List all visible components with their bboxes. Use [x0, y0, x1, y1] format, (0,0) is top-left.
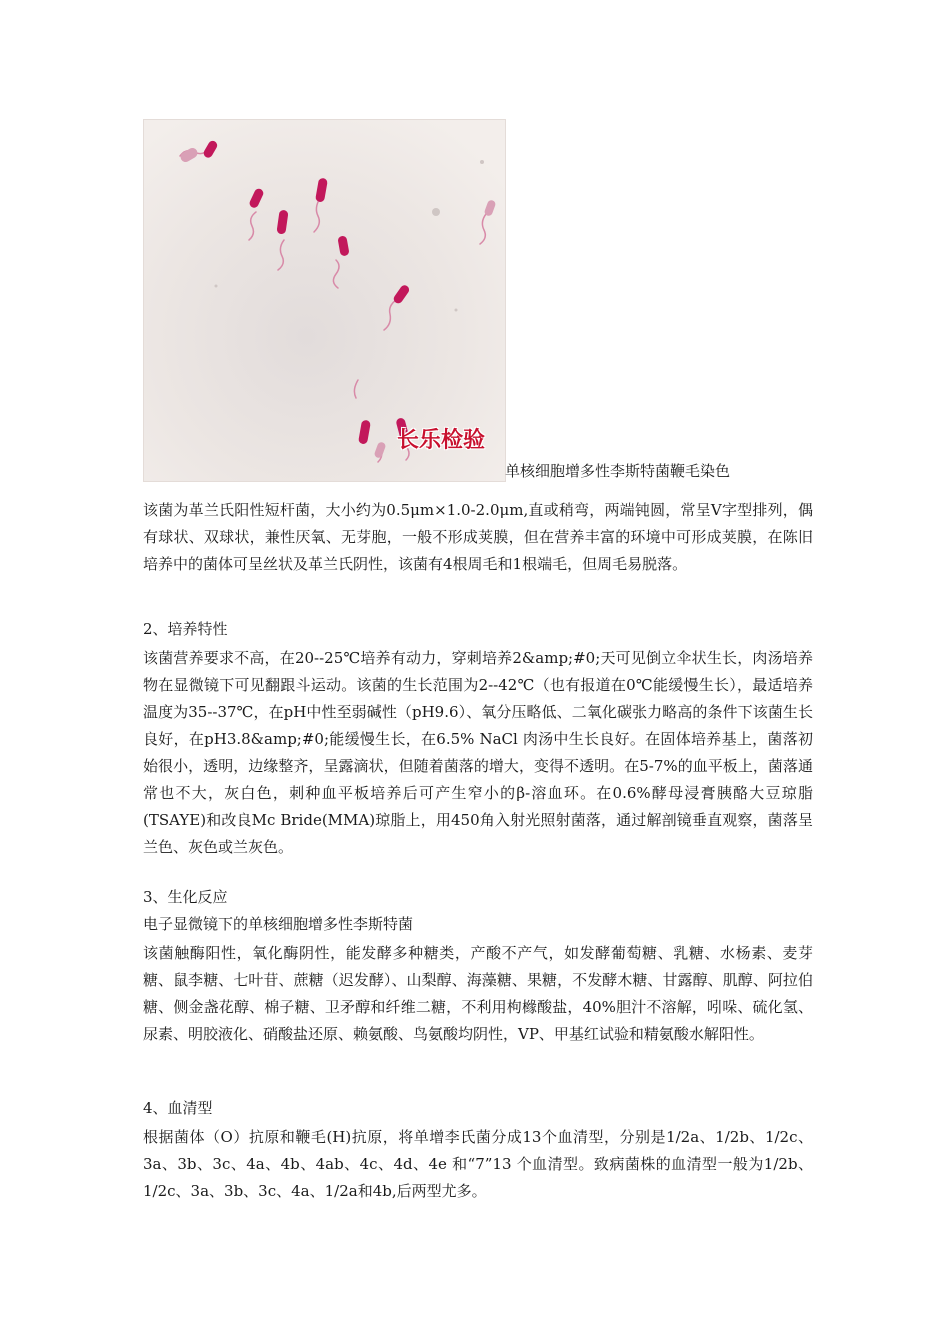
- figure-caption: 单核细胞增多性李斯特菌鞭毛染色: [505, 462, 731, 480]
- section-heading-culture: 2、培养特性: [143, 620, 228, 638]
- bacteria-flagella-stain-image: [143, 119, 506, 482]
- paragraph-biochemical: 该菌触酶阳性，氧化酶阴性，能发酵多种糖类，产酸不产气，如发酵葡萄糖、乳糖、水杨素、麦芽糖、鼠李糖、七叶苷、蔗糖（迟发酵）、山梨醇、海藻糖、果糖，不发酵木糖、甘露醇、肌醇、阿拉伯糖、侧金盏花醇、棉子糖、卫矛醇和纤维二糖，不利用枸橼酸盐，40%胆汁不溶解，吲哚、硫化氢、尿素、明胶液化、硝酸盐还原、赖氨酸、鸟氨酸均阴性，VP、甲基红试验和精氨酸水解阳性。: [143, 944, 813, 1043]
- watermark-text: 长乐检验: [397, 428, 486, 453]
- section-heading-serotype: 4、血清型: [143, 1099, 213, 1117]
- paragraph-morphology: 该菌为革兰氏阳性短杆菌，大小约为0.5μm×1.0-2.0μm,直或稍弯，两端钝圆，常呈V字型排列，偶有球状、双球状，兼性厌氧、无芽胞，一般不形成荚膜，但在营养丰富的环境中可形成荚膜，在陈旧培养中的菌体可呈丝状及革兰氏阴性，该菌有4根周毛和1根端毛，但周毛易脱落。: [143, 501, 813, 573]
- paragraph-serotype: 根据菌体（O）抗原和鞭毛(H)抗原，将单增李氏菌分成13个血清型，分别是1/2a、1/2b、1/2c、3a、3b、3c、4a、4b、4ab、4c、4d、4e 和“7”13 个血清型。致病菌株的血清型一般为1/2b、1/2c、3a、3b、3c、4a、1/2a和4b,后两型尤多。: [143, 1128, 813, 1200]
- paragraph-culture: 该菌营养要求不高，在20--25℃培养有动力，穿刺培养2&amp;#0;天可见倒立伞状生长，肉汤培养物在显微镜下可见翻跟斗运动。该菌的生长范围为2--42℃（也有报道在0℃能缓慢生长），最适培养温度为35--37℃，在pH中性至弱碱性（pH9.6）、氧分压略低、二氧化碳张力略高的条件下该菌生长良好，在pH3.8&amp;#0;能缓慢生长，在6.5% NaCl 肉汤中生长良好。在固体培养基上，菌落初始很小，透明，边缘整齐，呈露滴状，但随着菌落的增大，变得不透明。在5-7%的血平板上，菌落通常也不大，灰白色，刺种血平板培养后可产生窄小的β-溶血环。在0.6%酵母浸膏胰酪大豆琼脂(TSAYE)和改良Mc Bride(MMA)琼脂上，用450角入射光照射菌落，通过解剖镜垂直观察，菌落呈兰色、灰色或兰灰色。: [143, 649, 813, 856]
- em-image-caption: 电子显微镜下的单核细胞增多性李斯特菌: [143, 915, 414, 933]
- section-heading-biochemical: 3、生化反应: [143, 888, 228, 906]
